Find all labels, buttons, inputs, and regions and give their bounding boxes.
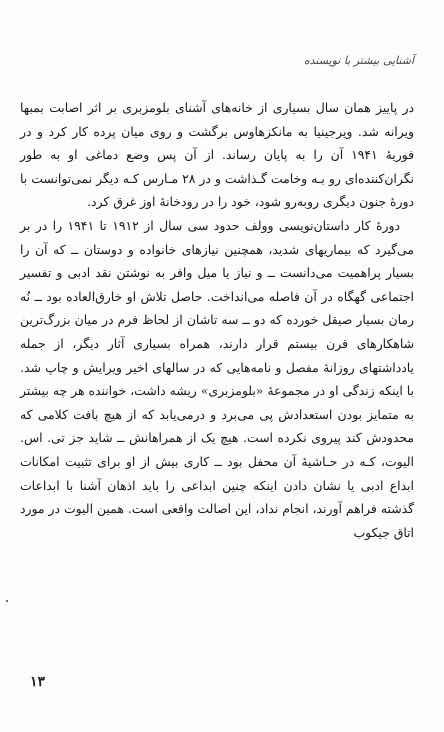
- running-header: آشنایی بیشتر با نویسنده: [303, 54, 414, 67]
- paragraph-2: دورهٔ کار داستان‌نویسی وولف حدود سی سال از ۱۹۱۲ تا ۱۹۴۱ را در بر می‌گیرد که بیماریهای شدید، همچنین نیازهای خانواده و دوستان ــ که آن را بسیار پراهمیت می‌دانست ــ و نیاز یا میل وافر به نوشتن نقد ادبی و تفسیر اجتماعی گهگاه در آن فاصله می‌انداخت. حاصل تلاش او خارق‌العاده بود ــ نُه رمان بسیار صیقل خورده که دو ــ سه تاشان از لحاظ فرم در میان بزرگ‌ترین شاهکارهای قرن بیستم قرار دارند، همراه بسیاری آثار دیگر، از جمله یادداشتهای روزانهٔ مفصل و نامه‌هایی که در سالهای اخیر ویرایش و چاپ شد. با اینکه زندگی او در مجموعهٔ «بلومزبری» ریشه داشت، خواننده هر چه بیشتر به متمایز بودن استعدادش پی می‌برد و درمی‌یابد که از هیچ بافت کلامی که محدودش کند پیروی نکرده است. هیچ یک از همراهانش ــ شاید جز تی. اس. الیوت، کـه در حـاشیهٔ آن محفل بود ــ کاری بیش از او برای تثبیت امکانات ابداع ادبی یا نشان دادن اینکه چنین ابداعی را باید اذهان آشنا با ابداعات گذشته فراهم آورند، انجام نداد، این اصالت واقعی است. همین الیوت در مورد اتاق جیکوب: [20, 217, 414, 540]
- body-text: [20, 96, 414, 544]
- margin-dot: [6, 600, 8, 602]
- page-number: ۱۳: [30, 674, 46, 690]
- paragraph-1: در پاییز همان سال بسیاری از خانه‌های آشنای بلومزبری بر اثر اصابت بمبها ویرانه شد. ویرجینیا به مانکزهاوس برگشت و روی میان پرده کار کرد و در فوریهٔ ۱۹۴۱ آن را به پایان رساند. از آن پس وضع دماغی او به طور نگران‌کننده‌ای رو بـه وخامت گـذاشت و در ۲۸ مـارس کـه دیگر نمی‌توانست با دورهٔ جنون دیگری روبه‌رو شود، خود را در رودخانهٔ اوز غرق کرد.: [20, 100, 414, 210]
